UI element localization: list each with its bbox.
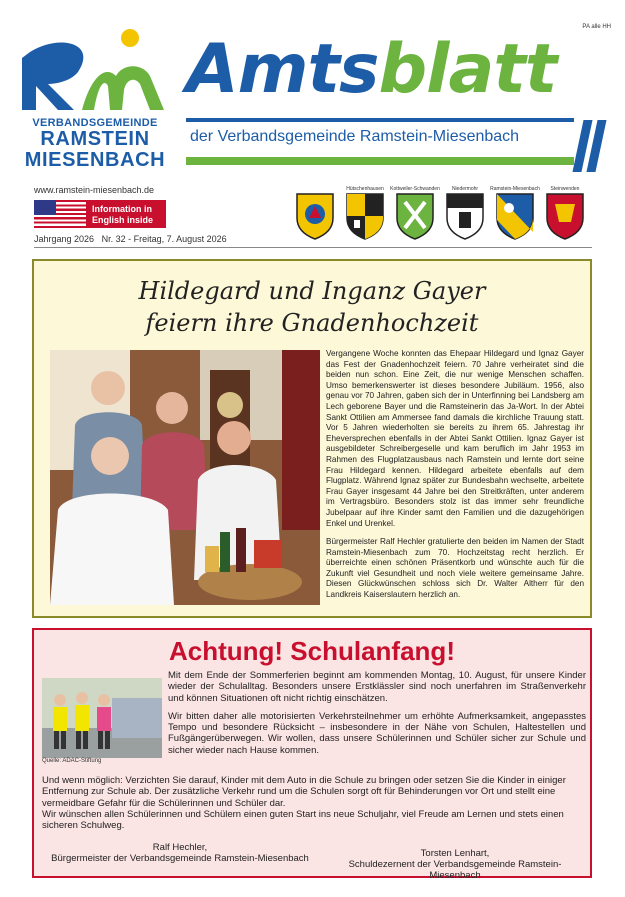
headline-line-2: feiern ihre Gnadenhochzeit — [145, 309, 479, 337]
issue-number-date: Nr. 32 - Freitag, 7. August 2026 — [101, 234, 227, 244]
signature-2 — [324, 848, 586, 881]
english-line-2: English inside — [92, 215, 154, 225]
crest-vg[interactable] — [290, 180, 340, 240]
crest-label — [290, 180, 340, 192]
notice-text-top — [168, 670, 586, 763]
crest-label: Kottweiler-Schwanden — [390, 185, 440, 192]
feature-headline — [34, 275, 590, 339]
masthead-subtitle: der Verbandsgemeinde Ramstein-Miesenbach — [190, 128, 520, 145]
crest-label: Ramstein-Miesenbach — [490, 185, 540, 192]
feature-body — [326, 349, 584, 609]
crest-huetschenhausen-icon — [345, 192, 385, 240]
crest-niedermohr-icon — [445, 192, 485, 240]
notice-paragraph-2: Wir bitten daher alle motorisierten Verkehrsteilnehmer um erhöhte Aufmerksamkeit, angepasstes Tempo und besondere Rücksicht – insbesondere in der Nähe von Schulen, Haltestellen und Fußgängerüberwegen. Wir wollen, dass unsere Schülerinnen und Schüler sicher zur Schule und sicher wieder nach Hause kommen. — [168, 710, 586, 756]
feature-paragraph-2: Bürgermeister Ralf Hechler gratulierte den beiden im Namen der Stadt Ramstein-Miesenbach zum 70. Hochzeitstag recht herzlich. Er überreichte einen schönen Präsentkorb und wünschte auch für die Zukunft viel Gesundheit und noch viele weitere gemeinsame Jahre. Diesen Glückwünschen schloss sich Dr. Walter Altherr für den Landkreis Kaiserslautern herzlich an. — [326, 537, 584, 600]
photo-credit: Quelle: ADAC-Stiftung — [42, 758, 102, 764]
website-link[interactable]: www.ramstein-miesenbach.de — [34, 185, 155, 195]
crest-ramstein-miesenbach[interactable] — [490, 180, 540, 240]
masthead-title — [186, 30, 586, 110]
feature-paragraph-1: Vergangene Woche konnten das Ehepaar Hildegard und Ignaz Gayer das Fest der Gnadenhochzeit feiern. 70 Jahre verheiratet sind die beiden nun schon. Eine Zeit, die nur wenige Menschen schaffen. Umso bemerkenswerter ist dieses besondere Jubiläum. 1956, also genau vor 70 Jahren, gaben sich der in Unterfinning bei Landsberg am Lech geborene Bayer und die Ramsteinerin das Ja-Wort. In der Abtei Sankt Ottilien am Ammersee fand damals die kirchliche Trauung statt. Vor 5 Jahren wiederholten sie bereits zu ihrem 65. Jahrestag ihr Eheversprechen ebenfalls in der Abtei Sankt Ottilien. Ignaz Gayer ist ausgebildeter Schreibergeselle und kam beruflich im Jahr 1953 im Rahmen des Flugplatzausbaus nach Ramstein und lernte dort seine Frau Hildegard kennen. Hildegard arbeitete ebenfalls auf dem Flugplatz. Während Ignaz später zur Bundesbahn wechselte, arbeitete Frau Gayer insgesamt 44 Jahre bei den Streitkräften, unter anderem im Vertragsbüro. Besonders stolz ist das immer sehr freundliche Jubelpaar auf ihre Kinder samt den Familien und die dazugehörigen Enkel und Urenkel. — [326, 349, 584, 528]
logo-wordmark — [16, 117, 174, 171]
crest-vg-icon — [295, 192, 335, 240]
signature-1 — [50, 842, 310, 864]
crest-steinwenden-icon — [545, 192, 585, 240]
crest-niedermohr[interactable] — [440, 180, 490, 240]
feature-article — [32, 259, 592, 618]
municipality-logo[interactable] — [16, 24, 174, 174]
crest-huetschenhausen[interactable] — [340, 180, 390, 240]
logo-line-1: VERBANDSGEMEINDE — [32, 117, 158, 129]
logo-line-3: MIESENBACH — [24, 149, 166, 171]
crest-steinwenden[interactable] — [540, 180, 590, 240]
masthead — [186, 30, 586, 110]
notice-paragraph-3: Und wenn möglich: Verzichten Sie darauf, Kinder mit dem Auto in die Schule zu bringen oder setzen Sie die Kinder in einiger Entfernung zur Schule ab. Der zusätzliche Verkehr rund um die Schulen sorgt oft für Behinderungen vor Ort und stellt eine vermeidbare Gefahr für die Schülerinnen und Schüler dar. — [42, 775, 566, 809]
headline-line-1: Hildegard und Inganz Gayer — [138, 277, 486, 305]
issue-info — [34, 234, 227, 244]
issue-year: Jahrgang 2026 — [34, 234, 95, 244]
english-line-1: Information in — [92, 204, 152, 214]
divider — [34, 247, 592, 248]
crest-label: Hütschenhausen — [346, 185, 384, 192]
kids-photo[interactable] — [42, 678, 162, 758]
crest-kottweiler-icon — [395, 192, 435, 240]
english-info-text — [86, 200, 166, 228]
subtitle-bar — [186, 118, 574, 146]
title-part-1: Amts — [186, 30, 379, 109]
municipal-crests — [290, 180, 590, 244]
logo-line-2: RAMSTEIN — [40, 128, 150, 150]
feature-photo[interactable] — [50, 350, 320, 605]
signature-2-title: Schuldezernent der Verbandsgemeinde Ramstein-Miesenbach — [348, 859, 562, 881]
us-flag-icon — [34, 200, 86, 228]
crest-label: Steinwenden — [550, 185, 580, 192]
signature-1-name: Ralf Hechler, — [152, 842, 208, 853]
signature-1-title: Bürgermeister der Verbandsgemeinde Ramstein-Miesenbach — [51, 853, 309, 864]
signature-2-name: Torsten Lenhart, — [420, 848, 490, 859]
english-info-badge[interactable] — [34, 200, 166, 228]
notice-headline: Achtung! Schulanfang! — [169, 636, 455, 666]
school-start-notice — [32, 628, 592, 881]
school-kids-illustration — [42, 678, 162, 758]
crest-kottweiler-schwanden[interactable] — [390, 180, 440, 240]
notice-text-bottom — [42, 775, 586, 831]
crest-ramstein-icon — [495, 192, 535, 240]
title-part-2: blatt — [378, 30, 557, 109]
notice-paragraph-4: Wir wünschen allen Schülerinnen und Schülern einen guten Start ins neue Schuljahr, viel Freude am Lernen und stets einen sicheren Schulweg. — [42, 808, 564, 832]
corner-note: PA alle HH — [582, 24, 611, 30]
crest-label: Niedermohr — [451, 185, 479, 192]
notice-paragraph-1: Mit dem Ende der Sommerferien beginnt am kommenden Montag, 10. August, für unsere Kinder wieder der Schulalltag. Besonders unsere Erstklässler sind noch unerfahren im Straßenverkehr und können Situationen oft nicht richtig einschätzen. — [168, 670, 586, 704]
couple-photo-illustration — [50, 350, 320, 605]
logo-mark-icon — [18, 24, 168, 114]
green-rule — [186, 157, 574, 165]
